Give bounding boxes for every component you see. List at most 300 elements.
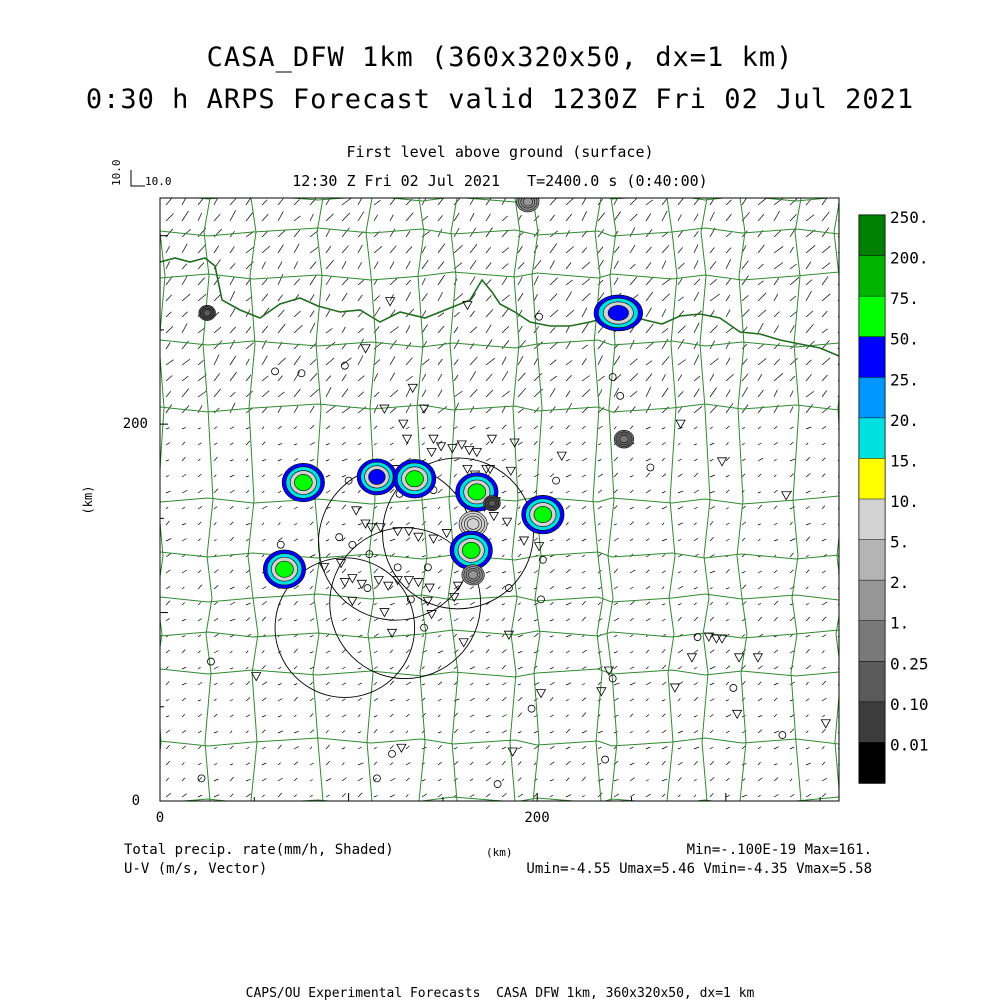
wind-vector	[582, 323, 589, 333]
wind-vector	[566, 391, 570, 397]
wind-vector	[198, 244, 206, 253]
wind-vector	[310, 247, 318, 253]
wind-vector	[470, 371, 476, 381]
wind-vector	[454, 359, 458, 365]
wind-vector	[518, 635, 523, 637]
wind-vector	[550, 198, 556, 205]
station-circle	[536, 313, 543, 320]
wind-vector	[198, 443, 201, 445]
wind-vector	[774, 390, 777, 397]
wind-vector	[262, 523, 264, 525]
wind-vector	[358, 295, 362, 301]
wind-vector	[518, 618, 521, 621]
wind-vector	[710, 537, 714, 541]
wind-vector	[310, 359, 316, 365]
station-circle	[336, 534, 343, 541]
station-circle	[345, 477, 352, 484]
wind-vector	[278, 261, 282, 269]
wind-vector	[246, 327, 251, 333]
wind-vector	[502, 586, 505, 589]
wind-vector	[822, 586, 826, 589]
wind-vector	[438, 489, 442, 493]
wind-vector	[758, 651, 760, 653]
wind-vector	[262, 294, 268, 301]
wind-vector	[646, 361, 652, 365]
wind-vector	[262, 506, 267, 509]
wind-vector	[710, 406, 717, 414]
wind-vector	[230, 340, 235, 349]
station-triangle	[384, 582, 393, 590]
wind-vector	[534, 359, 538, 365]
wind-vector	[710, 459, 713, 461]
wind-vector	[438, 507, 440, 509]
wind-vector	[742, 571, 745, 573]
wind-vector	[582, 617, 586, 621]
wind-vector	[374, 373, 378, 381]
wind-vector	[470, 794, 474, 797]
wind-vector	[694, 715, 697, 717]
wind-vector	[566, 699, 569, 701]
station-triangle	[380, 609, 389, 617]
wind-vector	[726, 310, 730, 317]
wind-vector	[294, 230, 300, 237]
station-triangle	[670, 684, 679, 692]
wind-vector	[406, 778, 410, 781]
precip-cell	[484, 496, 501, 511]
wind-vector	[422, 246, 426, 253]
wind-vector	[726, 200, 732, 205]
wind-vector	[406, 247, 412, 254]
wind-vector	[358, 443, 361, 445]
wind-vector	[822, 778, 827, 781]
wind-vector	[230, 308, 235, 317]
wind-vector	[646, 667, 649, 669]
wind-vector	[694, 323, 699, 333]
wind-vector	[326, 587, 329, 589]
wind-vector	[742, 443, 745, 445]
wind-vector	[806, 491, 811, 493]
wind-vector	[582, 506, 586, 509]
wind-vector	[358, 668, 362, 669]
wind-vector	[614, 356, 620, 365]
wind-vector	[246, 715, 250, 717]
subtitle-time: 12:30 Z Fri 02 Jul 2021 T=2400.0 s (0:40:00)	[292, 172, 708, 190]
wind-vector	[726, 602, 728, 605]
wind-vector	[822, 794, 826, 798]
wind-vector	[758, 539, 760, 541]
wind-vector	[502, 425, 506, 429]
colorbar-label: 0.10	[890, 694, 929, 714]
wind-vector	[278, 295, 283, 301]
wind-vector	[726, 682, 729, 685]
wind-vector	[294, 406, 298, 413]
wind-vector	[486, 649, 489, 653]
wind-vector	[822, 426, 826, 429]
wind-vector	[790, 729, 794, 733]
wind-vector	[630, 618, 634, 621]
wind-vector	[822, 729, 826, 733]
colorbar-label: 5.	[890, 532, 910, 552]
wind-vector	[662, 794, 665, 797]
wind-vector	[502, 459, 506, 461]
wind-vector	[182, 667, 186, 669]
wind-vector	[406, 682, 411, 685]
wind-vector	[550, 620, 554, 622]
wind-vector	[374, 426, 377, 429]
wind-vector	[550, 442, 553, 446]
wind-vector	[294, 200, 300, 206]
wind-vector	[470, 715, 474, 717]
wind-vector	[742, 746, 745, 749]
wind-vector	[214, 651, 218, 654]
station-circle	[207, 658, 214, 665]
wind-vector	[230, 210, 236, 221]
wind-vector	[454, 507, 458, 510]
wind-vector	[822, 698, 826, 701]
wind-vector	[438, 570, 442, 574]
wind-vector	[326, 294, 330, 301]
station-triangle	[374, 577, 383, 585]
wind-vector	[822, 617, 826, 621]
colorbar-swatch	[859, 337, 885, 378]
wind-vector	[694, 603, 697, 605]
wind-vector	[614, 427, 616, 430]
wind-vector	[486, 458, 490, 461]
wind-vector	[646, 292, 653, 301]
wind-vector	[230, 443, 233, 445]
wind-vector	[390, 215, 393, 221]
wind-vector	[198, 585, 202, 589]
wind-vector	[166, 539, 171, 542]
wind-vector	[534, 459, 536, 461]
wind-vector	[662, 507, 667, 509]
wind-vector	[742, 459, 745, 461]
subtitle-level: First level above ground (surface)	[346, 143, 654, 161]
wind-vector	[630, 747, 633, 749]
wind-vector	[486, 374, 492, 381]
wind-vector	[198, 763, 201, 765]
wind-vector	[678, 748, 681, 749]
wind-vector	[262, 587, 266, 589]
wind-vector	[694, 617, 698, 621]
wind-vector	[246, 391, 253, 397]
wind-vector	[390, 390, 398, 397]
wind-vector	[454, 634, 457, 637]
station-circle	[602, 756, 609, 763]
wind-vector	[230, 794, 233, 797]
wind-vector	[774, 426, 777, 429]
wind-vector	[246, 667, 248, 669]
wind-vector	[694, 459, 698, 461]
wind-vector	[486, 408, 492, 413]
county-line	[248, 198, 258, 801]
wind-vector	[806, 747, 810, 749]
wind-vector	[742, 295, 748, 301]
wind-vector	[294, 746, 299, 749]
wind-vector	[742, 261, 748, 269]
wind-vector	[198, 459, 200, 461]
wind-vector	[662, 374, 666, 381]
wind-vector	[646, 459, 651, 461]
wind-vector	[566, 539, 570, 541]
wind-vector	[678, 698, 680, 701]
wind-vector	[166, 601, 170, 605]
wind-vector	[710, 667, 715, 670]
wind-vector	[630, 699, 634, 701]
wind-vector	[774, 475, 776, 477]
wind-vector	[662, 779, 667, 781]
wind-vector	[630, 539, 633, 541]
footer-right1: Min=-.100E-19 Max=161.	[686, 842, 872, 858]
wind-vector	[294, 507, 298, 509]
wind-vector	[502, 683, 507, 685]
wind-vector	[326, 618, 330, 621]
wind-vector	[390, 427, 394, 429]
wind-vector	[822, 667, 826, 669]
wind-vector	[278, 358, 286, 365]
wind-vector	[406, 650, 410, 653]
wind-vector	[822, 443, 825, 445]
wind-vector	[742, 474, 745, 477]
wind-vector	[550, 388, 555, 397]
precip-contour	[534, 506, 552, 522]
wind-vector	[198, 714, 202, 717]
wind-vector	[358, 587, 361, 589]
wind-vector	[262, 376, 268, 381]
wind-vector	[822, 263, 830, 269]
wind-vector	[710, 388, 717, 398]
wind-vector	[342, 730, 345, 733]
wind-vector	[822, 458, 825, 461]
wind-vector	[726, 715, 731, 717]
wind-vector	[326, 553, 330, 557]
wind-vector	[422, 260, 428, 269]
wind-vector	[582, 358, 587, 365]
wind-vector	[310, 262, 316, 269]
wind-vector	[806, 617, 810, 621]
wind-vector	[358, 763, 364, 765]
station-circle	[779, 732, 786, 739]
wind-vector	[710, 777, 714, 781]
wind-vector	[646, 342, 654, 349]
vector-ref-arrow	[131, 170, 145, 186]
wind-vector	[662, 747, 667, 750]
wind-vector	[486, 247, 491, 253]
wind-vector	[502, 326, 509, 333]
wind-vector	[582, 211, 587, 221]
wind-vector	[678, 375, 682, 381]
wind-vector	[678, 326, 686, 333]
wind-vector	[182, 603, 185, 606]
wind-vector	[262, 601, 267, 605]
wind-vector	[502, 216, 508, 221]
wind-vector	[678, 523, 683, 525]
wind-vector	[486, 683, 490, 685]
wind-vector	[806, 699, 809, 701]
footer-left2: U-V (m/s, Vector)	[124, 861, 268, 877]
wind-vector	[182, 539, 187, 542]
wind-vector	[246, 603, 251, 605]
wind-vector	[710, 730, 713, 733]
wind-vector	[598, 490, 602, 493]
wind-vector	[646, 200, 653, 205]
wind-vector	[326, 214, 334, 221]
wind-vector	[678, 795, 680, 797]
wind-vector	[182, 376, 188, 381]
wind-vector	[534, 794, 537, 797]
wind-vector	[662, 442, 666, 445]
wind-vector	[422, 428, 425, 430]
wind-vector	[710, 602, 713, 605]
wind-vector	[166, 570, 170, 573]
wind-vector	[710, 699, 715, 701]
wind-vector	[294, 389, 300, 397]
wind-vector	[182, 490, 187, 493]
wind-vector	[310, 311, 314, 317]
wind-vector	[214, 355, 219, 366]
wind-vector	[710, 279, 717, 285]
wind-vector	[726, 358, 730, 365]
wind-vector	[342, 492, 345, 493]
station-triangle	[733, 710, 742, 718]
wind-vector	[694, 747, 699, 749]
x-tick-200: 200	[524, 810, 550, 826]
station-triangle	[465, 447, 474, 455]
wind-vector	[726, 508, 729, 509]
wind-vector	[550, 243, 557, 253]
wind-vector	[294, 697, 298, 701]
wind-vector	[598, 460, 601, 462]
wind-vector	[166, 360, 174, 365]
wind-vector	[198, 506, 202, 509]
wind-vector	[374, 762, 377, 765]
wind-vector	[262, 730, 265, 733]
wind-vector	[678, 778, 681, 782]
wind-vector	[582, 698, 586, 701]
wind-vector	[438, 475, 442, 478]
wind-vector	[566, 263, 571, 269]
wind-vector	[406, 523, 410, 525]
wind-vector	[566, 522, 569, 525]
wind-vector	[678, 459, 682, 461]
wind-vector	[518, 373, 525, 381]
wind-vector	[710, 521, 713, 525]
wind-vector	[198, 746, 201, 749]
station-triangle	[414, 533, 423, 541]
wind-vector	[294, 539, 298, 541]
wind-vector	[374, 618, 379, 621]
wind-vector	[166, 475, 169, 477]
wind-vector	[582, 475, 586, 477]
wind-vector	[166, 491, 171, 493]
station-triangle	[718, 458, 727, 466]
wind-vector	[646, 442, 650, 445]
wind-vector	[262, 555, 264, 557]
wind-vector	[758, 730, 762, 733]
wind-vector	[326, 406, 335, 413]
wind-vector	[694, 697, 698, 701]
wind-vector	[582, 491, 587, 493]
wind-vector	[342, 699, 345, 701]
wind-vector	[662, 211, 667, 221]
wind-vector	[390, 699, 395, 701]
wind-vector	[230, 372, 237, 381]
wind-vector	[166, 391, 171, 397]
station-circle	[505, 585, 512, 592]
wind-vector	[358, 376, 365, 381]
station-triangle	[508, 748, 517, 756]
wind-vector	[438, 762, 442, 765]
wind-vector	[198, 700, 201, 701]
wind-vector	[806, 280, 812, 285]
wind-vector	[726, 403, 733, 413]
wind-vector	[582, 667, 586, 669]
wind-vector	[390, 603, 395, 605]
wind-vector	[374, 200, 380, 205]
wind-vector	[550, 682, 555, 685]
wind-vector	[262, 427, 264, 429]
wind-vector	[694, 292, 699, 301]
wind-vector	[630, 490, 633, 493]
wind-vector	[678, 391, 683, 397]
wind-vector	[630, 227, 635, 237]
wind-vector	[566, 569, 570, 573]
wind-vector	[774, 359, 780, 365]
wind-vector	[214, 294, 221, 301]
wind-vector	[502, 793, 507, 797]
wind-vector	[550, 715, 554, 717]
wind-vector	[246, 262, 254, 269]
wind-vector	[502, 491, 506, 493]
wind-vector	[774, 506, 777, 509]
wind-vector	[614, 652, 618, 654]
wind-vector	[518, 667, 523, 669]
wind-vector	[406, 556, 409, 557]
wind-vector	[422, 293, 428, 301]
wind-vector	[550, 667, 554, 669]
wind-vector	[182, 198, 186, 205]
wind-vector	[278, 199, 283, 205]
wind-vector	[806, 570, 809, 573]
wind-vector	[294, 244, 299, 253]
wind-vector	[518, 747, 522, 749]
wind-vector	[518, 277, 522, 285]
wind-vector	[182, 650, 185, 654]
wind-vector	[694, 761, 698, 765]
station-triangle	[782, 492, 791, 500]
wind-vector	[406, 403, 411, 413]
wind-vector	[502, 230, 508, 237]
wind-vector	[678, 247, 683, 253]
wind-vector	[566, 683, 571, 685]
wind-vector	[470, 602, 475, 605]
wind-vector	[582, 777, 586, 781]
precip-cell	[450, 531, 492, 570]
wind-vector	[166, 405, 172, 414]
wind-vector	[246, 794, 251, 797]
wind-vector	[326, 570, 330, 573]
wind-vector	[518, 794, 523, 797]
colorbar-swatch	[859, 256, 885, 297]
station-triangle	[520, 537, 529, 545]
wind-vector	[182, 524, 186, 526]
wind-vector	[214, 667, 219, 670]
wind-vector	[774, 231, 781, 238]
wind-vector	[406, 231, 410, 237]
wind-vector	[646, 586, 650, 589]
wind-vector	[246, 343, 254, 349]
wind-vector	[646, 473, 650, 477]
